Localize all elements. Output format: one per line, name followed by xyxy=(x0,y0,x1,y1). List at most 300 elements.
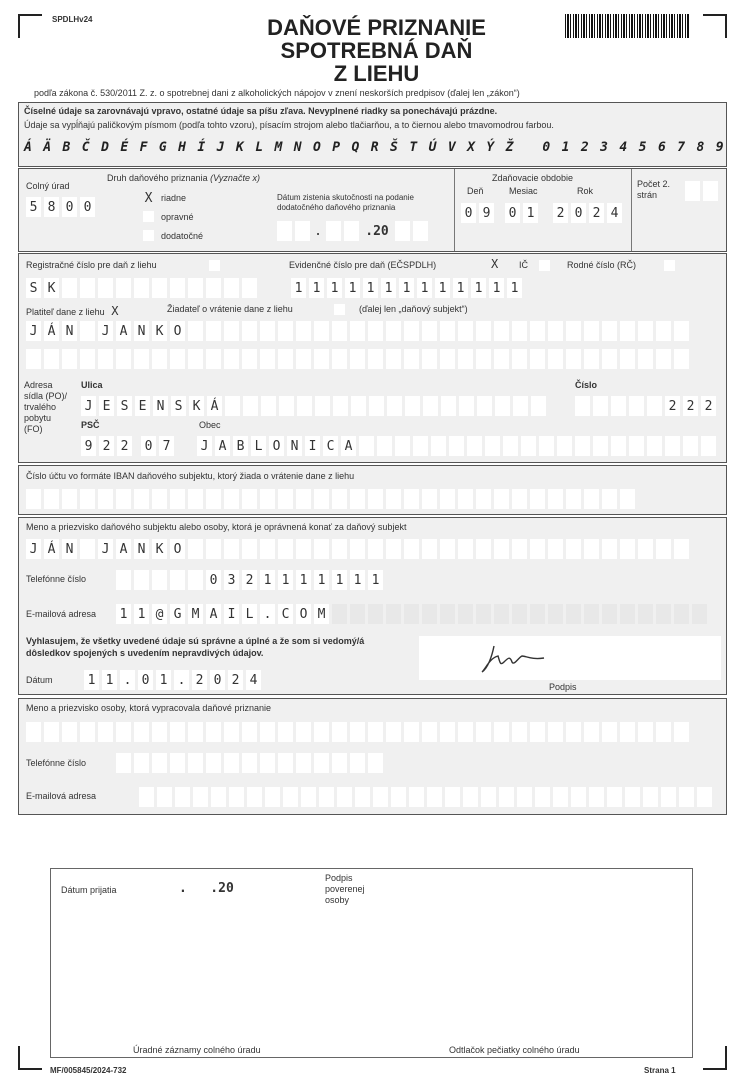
ulica-field[interactable] xyxy=(81,396,549,416)
email-cell[interactable]: . xyxy=(260,604,275,624)
iban-cell[interactable] xyxy=(134,489,149,509)
mesiac-cell[interactable]: 1 xyxy=(523,203,538,223)
opravne-checkbox[interactable] xyxy=(143,211,154,222)
meno-cell[interactable] xyxy=(206,539,221,559)
meno-cell[interactable] xyxy=(314,539,329,559)
iban-cell[interactable] xyxy=(80,489,95,509)
subject-name-row-2[interactable] xyxy=(26,349,692,369)
prep-cell[interactable] xyxy=(440,722,455,742)
rok-cell[interactable]: 2 xyxy=(553,203,568,223)
meno-cell[interactable] xyxy=(638,539,653,559)
obec-cell[interactable] xyxy=(413,436,428,456)
tel-cell[interactable]: 2 xyxy=(242,570,257,590)
prep-cell[interactable] xyxy=(206,722,221,742)
iban-cell[interactable] xyxy=(530,489,545,509)
email-field[interactable] xyxy=(116,604,710,624)
pemail-cell[interactable] xyxy=(391,787,406,807)
datum-zistenia-cell[interactable] xyxy=(344,221,359,241)
ulica-cell[interactable] xyxy=(531,396,546,416)
name2-cell[interactable] xyxy=(638,349,653,369)
iban-cell[interactable] xyxy=(386,489,401,509)
meno-cell[interactable] xyxy=(530,539,545,559)
pemail-cell[interactable] xyxy=(553,787,568,807)
prep-cell[interactable] xyxy=(458,722,473,742)
tel-cell[interactable] xyxy=(116,570,131,590)
meno-cell[interactable] xyxy=(620,539,635,559)
obec-cell[interactable] xyxy=(611,436,626,456)
meno-cell[interactable]: N xyxy=(62,539,77,559)
name2-cell[interactable] xyxy=(476,349,491,369)
psc-cell[interactable]: 2 xyxy=(117,436,132,456)
name2-cell[interactable] xyxy=(368,349,383,369)
pemail-cell[interactable] xyxy=(625,787,640,807)
meno-cell[interactable] xyxy=(656,539,671,559)
rc-checkbox[interactable] xyxy=(664,260,675,271)
name1-cell[interactable] xyxy=(458,321,473,341)
den-cell[interactable]: 9 xyxy=(479,203,494,223)
email-cell[interactable]: G xyxy=(170,604,185,624)
datum-zistenia-cell[interactable] xyxy=(277,221,292,241)
ulica-cell[interactable] xyxy=(261,396,276,416)
ulica-cell[interactable] xyxy=(405,396,420,416)
meno-cell[interactable] xyxy=(350,539,365,559)
email-cell[interactable] xyxy=(584,604,599,624)
riadne-checkbox[interactable]: X xyxy=(144,191,153,206)
name2-cell[interactable] xyxy=(458,349,473,369)
datum-cell[interactable]: 0 xyxy=(210,670,225,690)
name2-cell[interactable] xyxy=(386,349,401,369)
iban-cell[interactable] xyxy=(206,489,221,509)
name2-cell[interactable] xyxy=(224,349,239,369)
iban-cell[interactable] xyxy=(566,489,581,509)
name1-cell[interactable] xyxy=(386,321,401,341)
ptel-cell[interactable] xyxy=(152,753,167,773)
ev-cell[interactable]: 1 xyxy=(489,278,504,298)
email-cell[interactable] xyxy=(404,604,419,624)
pemail-cell[interactable] xyxy=(337,787,352,807)
ptel-cell[interactable] xyxy=(332,753,347,773)
cislo-cell[interactable]: 2 xyxy=(701,396,716,416)
iban-cell[interactable] xyxy=(26,489,41,509)
ulica-cell[interactable] xyxy=(441,396,456,416)
iban-cell[interactable] xyxy=(116,489,131,509)
ev-cell[interactable]: 1 xyxy=(381,278,396,298)
pemail-cell[interactable] xyxy=(589,787,604,807)
prep-cell[interactable] xyxy=(98,722,113,742)
pemail-cell[interactable] xyxy=(319,787,334,807)
obec-cell[interactable]: A xyxy=(215,436,230,456)
tel-cell[interactable]: 1 xyxy=(278,570,293,590)
ev-cell[interactable]: 1 xyxy=(291,278,306,298)
ulica-cell[interactable] xyxy=(243,396,258,416)
name1-cell[interactable]: O xyxy=(170,321,185,341)
name1-cell[interactable]: Á xyxy=(44,321,59,341)
obec-cell[interactable] xyxy=(647,436,662,456)
email-cell[interactable] xyxy=(422,604,437,624)
iban-cell[interactable] xyxy=(422,489,437,509)
name1-cell[interactable] xyxy=(494,321,509,341)
name2-cell[interactable] xyxy=(674,349,689,369)
email-cell[interactable] xyxy=(332,604,347,624)
name2-cell[interactable] xyxy=(26,349,41,369)
den-field[interactable] xyxy=(461,203,497,223)
prep-cell[interactable] xyxy=(188,722,203,742)
ev-cislo-checkbox[interactable]: X xyxy=(491,257,499,271)
rok-cell[interactable]: 4 xyxy=(607,203,622,223)
name2-cell[interactable] xyxy=(278,349,293,369)
name1-cell[interactable] xyxy=(584,321,599,341)
psc-field[interactable] xyxy=(81,436,177,456)
tel-cell[interactable]: 1 xyxy=(314,570,329,590)
cislo-field[interactable] xyxy=(575,396,719,416)
ptel-cell[interactable] xyxy=(368,753,383,773)
ulica-cell[interactable] xyxy=(495,396,510,416)
colny-cell[interactable]: 5 xyxy=(26,197,41,217)
cislo-cell[interactable]: 2 xyxy=(683,396,698,416)
iban-cell[interactable] xyxy=(458,489,473,509)
iban-cell[interactable] xyxy=(242,489,257,509)
ptel-cell[interactable] xyxy=(278,753,293,773)
iban-cell[interactable] xyxy=(224,489,239,509)
ulica-cell[interactable] xyxy=(225,396,240,416)
obec-cell[interactable] xyxy=(485,436,500,456)
name1-cell[interactable] xyxy=(314,321,329,341)
name2-cell[interactable] xyxy=(350,349,365,369)
name2-cell[interactable] xyxy=(314,349,329,369)
name1-cell[interactable] xyxy=(242,321,257,341)
pemail-cell[interactable] xyxy=(139,787,154,807)
ptel-cell[interactable] xyxy=(116,753,131,773)
name2-cell[interactable] xyxy=(566,349,581,369)
email-cell[interactable]: A xyxy=(206,604,221,624)
email-cell[interactable] xyxy=(566,604,581,624)
reg-cell[interactable] xyxy=(80,278,95,298)
obec-cell[interactable] xyxy=(449,436,464,456)
meno-cell[interactable]: J xyxy=(26,539,41,559)
ev-cell[interactable]: 1 xyxy=(471,278,486,298)
pemail-cell[interactable] xyxy=(247,787,262,807)
prep-cell[interactable] xyxy=(26,722,41,742)
iban-cell[interactable] xyxy=(368,489,383,509)
meno-cell[interactable] xyxy=(494,539,509,559)
pemail-cell[interactable] xyxy=(607,787,622,807)
pemail-cell[interactable] xyxy=(283,787,298,807)
tel-cell[interactable]: 1 xyxy=(260,570,275,590)
iban-cell[interactable] xyxy=(476,489,491,509)
prep-cell[interactable] xyxy=(620,722,635,742)
preparer-email-field[interactable] xyxy=(139,787,715,807)
ulica-cell[interactable] xyxy=(279,396,294,416)
name1-cell[interactable] xyxy=(206,321,221,341)
obec-cell[interactable] xyxy=(683,436,698,456)
prep-cell[interactable] xyxy=(224,722,239,742)
meno-cell[interactable] xyxy=(404,539,419,559)
prep-cell[interactable] xyxy=(638,722,653,742)
ptel-cell[interactable] xyxy=(350,753,365,773)
email-cell[interactable] xyxy=(656,604,671,624)
email-cell[interactable] xyxy=(368,604,383,624)
prep-cell[interactable] xyxy=(602,722,617,742)
meno-cell[interactable]: K xyxy=(152,539,167,559)
tel-cell[interactable] xyxy=(170,570,185,590)
cislo-cell[interactable] xyxy=(575,396,590,416)
name1-cell[interactable] xyxy=(422,321,437,341)
reg-cell[interactable] xyxy=(188,278,203,298)
email-cell[interactable]: L xyxy=(242,604,257,624)
name2-cell[interactable] xyxy=(206,349,221,369)
prep-cell[interactable] xyxy=(404,722,419,742)
name1-cell[interactable] xyxy=(566,321,581,341)
name2-cell[interactable] xyxy=(116,349,131,369)
name1-cell[interactable]: A xyxy=(116,321,131,341)
pemail-cell[interactable] xyxy=(229,787,244,807)
email-cell[interactable]: M xyxy=(314,604,329,624)
email-cell[interactable] xyxy=(386,604,401,624)
obec-cell[interactable] xyxy=(539,436,554,456)
tel-cell[interactable]: 0 xyxy=(206,570,221,590)
ulica-cell[interactable]: J xyxy=(81,396,96,416)
email-cell[interactable]: @ xyxy=(152,604,167,624)
prep-cell[interactable] xyxy=(62,722,77,742)
prep-cell[interactable] xyxy=(368,722,383,742)
ev-cell[interactable]: 1 xyxy=(435,278,450,298)
ptel-cell[interactable] xyxy=(260,753,275,773)
name2-cell[interactable] xyxy=(332,349,347,369)
name2-cell[interactable] xyxy=(530,349,545,369)
cislo-cell[interactable] xyxy=(629,396,644,416)
meno-cell[interactable]: N xyxy=(134,539,149,559)
iban-cell[interactable] xyxy=(620,489,635,509)
email-cell[interactable] xyxy=(476,604,491,624)
pemail-cell[interactable] xyxy=(463,787,478,807)
preparer-name-field[interactable] xyxy=(26,722,692,742)
datum-zistenia-cell[interactable] xyxy=(326,221,341,241)
meno-cell[interactable] xyxy=(674,539,689,559)
meno-cell[interactable]: O xyxy=(170,539,185,559)
iban-cell[interactable] xyxy=(494,489,509,509)
ptel-cell[interactable] xyxy=(296,753,311,773)
meno-cell[interactable] xyxy=(368,539,383,559)
email-cell[interactable]: 1 xyxy=(116,604,131,624)
name1-cell[interactable] xyxy=(224,321,239,341)
ulica-cell[interactable] xyxy=(423,396,438,416)
meno-cell[interactable] xyxy=(188,539,203,559)
datum-cell[interactable]: 0 xyxy=(138,670,153,690)
tel-cell[interactable] xyxy=(152,570,167,590)
obec-cell[interactable]: A xyxy=(341,436,356,456)
ptel-cell[interactable] xyxy=(188,753,203,773)
email-cell[interactable] xyxy=(494,604,509,624)
cislo-cell[interactable] xyxy=(611,396,626,416)
ulica-cell[interactable]: K xyxy=(189,396,204,416)
email-cell[interactable] xyxy=(350,604,365,624)
email-cell[interactable] xyxy=(620,604,635,624)
meno-cell[interactable] xyxy=(458,539,473,559)
platitel-checkbox[interactable]: X xyxy=(111,304,119,318)
prep-cell[interactable] xyxy=(674,722,689,742)
rok-cell[interactable]: 0 xyxy=(571,203,586,223)
pemail-cell[interactable] xyxy=(211,787,226,807)
psc-cell[interactable]: 0 xyxy=(141,436,156,456)
reg-cell[interactable]: S xyxy=(26,278,41,298)
ptel-cell[interactable] xyxy=(206,753,221,773)
psc-cell[interactable]: 2 xyxy=(99,436,114,456)
meno-cell[interactable] xyxy=(584,539,599,559)
prep-cell[interactable] xyxy=(152,722,167,742)
meno-cell[interactable]: J xyxy=(98,539,113,559)
prep-cell[interactable] xyxy=(386,722,401,742)
pemail-cell[interactable] xyxy=(499,787,514,807)
datum-cell[interactable]: . xyxy=(120,670,135,690)
pemail-cell[interactable] xyxy=(517,787,532,807)
obec-cell[interactable] xyxy=(701,436,716,456)
email-cell[interactable]: 1 xyxy=(134,604,149,624)
name1-cell[interactable]: K xyxy=(152,321,167,341)
name2-cell[interactable] xyxy=(62,349,77,369)
iban-cell[interactable] xyxy=(98,489,113,509)
meno-cell[interactable]: Á xyxy=(44,539,59,559)
tel-cell[interactable] xyxy=(134,570,149,590)
ulica-cell[interactable] xyxy=(351,396,366,416)
meno-cell[interactable] xyxy=(224,539,239,559)
prep-cell[interactable] xyxy=(566,722,581,742)
ulica-cell[interactable] xyxy=(477,396,492,416)
name2-cell[interactable] xyxy=(188,349,203,369)
prep-cell[interactable] xyxy=(656,722,671,742)
ev-cell[interactable]: 1 xyxy=(399,278,414,298)
preparer-tel-field[interactable] xyxy=(116,753,386,773)
name2-cell[interactable] xyxy=(80,349,95,369)
prep-cell[interactable] xyxy=(44,722,59,742)
obec-cell[interactable] xyxy=(431,436,446,456)
email-cell[interactable]: C xyxy=(278,604,293,624)
tel-cell[interactable]: 1 xyxy=(368,570,383,590)
name1-cell[interactable] xyxy=(440,321,455,341)
iban-cell[interactable] xyxy=(314,489,329,509)
name2-cell[interactable] xyxy=(296,349,311,369)
meno-cell[interactable] xyxy=(296,539,311,559)
reg-cell[interactable] xyxy=(116,278,131,298)
meno-cell[interactable] xyxy=(332,539,347,559)
ulica-cell[interactable]: E xyxy=(99,396,114,416)
iban-cell[interactable] xyxy=(188,489,203,509)
meno-cell[interactable] xyxy=(80,539,95,559)
name2-cell[interactable] xyxy=(404,349,419,369)
name2-cell[interactable] xyxy=(620,349,635,369)
prep-cell[interactable] xyxy=(332,722,347,742)
prep-cell[interactable] xyxy=(314,722,329,742)
colny-urad-field[interactable] xyxy=(26,197,98,217)
name1-cell[interactable] xyxy=(530,321,545,341)
prep-cell[interactable] xyxy=(278,722,293,742)
ulica-cell[interactable] xyxy=(369,396,384,416)
name2-cell[interactable] xyxy=(134,349,149,369)
meno-cell[interactable] xyxy=(548,539,563,559)
ev-cell[interactable]: 1 xyxy=(453,278,468,298)
ic-checkbox[interactable] xyxy=(539,260,550,271)
name1-cell[interactable] xyxy=(296,321,311,341)
name1-cell[interactable] xyxy=(368,321,383,341)
obec-cell[interactable] xyxy=(665,436,680,456)
prep-cell[interactable] xyxy=(134,722,149,742)
name2-cell[interactable] xyxy=(548,349,563,369)
meno-cell[interactable] xyxy=(440,539,455,559)
name1-cell[interactable]: N xyxy=(134,321,149,341)
name2-cell[interactable] xyxy=(260,349,275,369)
pemail-cell[interactable] xyxy=(409,787,424,807)
name2-cell[interactable] xyxy=(602,349,617,369)
obec-cell[interactable] xyxy=(593,436,608,456)
ev-cell[interactable]: 1 xyxy=(417,278,432,298)
name2-cell[interactable] xyxy=(170,349,185,369)
iban-cell[interactable] xyxy=(512,489,527,509)
psc-cell[interactable]: 9 xyxy=(81,436,96,456)
email-cell[interactable] xyxy=(692,604,707,624)
datum-zistenia-field[interactable] xyxy=(277,221,431,241)
iban-cell[interactable] xyxy=(584,489,599,509)
datum-cell[interactable]: . xyxy=(174,670,189,690)
prep-cell[interactable] xyxy=(530,722,545,742)
iban-cell[interactable] xyxy=(404,489,419,509)
name1-cell[interactable] xyxy=(620,321,635,341)
name2-cell[interactable] xyxy=(152,349,167,369)
mesiac-cell[interactable]: 0 xyxy=(505,203,520,223)
email-cell[interactable] xyxy=(512,604,527,624)
obec-cell[interactable] xyxy=(503,436,518,456)
colny-cell[interactable]: 0 xyxy=(62,197,77,217)
iban-cell[interactable] xyxy=(332,489,347,509)
ev-cislo-field[interactable] xyxy=(291,278,525,298)
reg-cell[interactable] xyxy=(98,278,113,298)
meno-field[interactable] xyxy=(26,539,692,559)
rok-cell[interactable]: 2 xyxy=(589,203,604,223)
ptel-cell[interactable] xyxy=(314,753,329,773)
iban-cell[interactable] xyxy=(62,489,77,509)
tel-cell[interactable]: 1 xyxy=(296,570,311,590)
ptel-cell[interactable] xyxy=(242,753,257,773)
pemail-cell[interactable] xyxy=(265,787,280,807)
ev-cell[interactable]: 1 xyxy=(327,278,342,298)
rok-field[interactable] xyxy=(553,203,625,223)
ulica-cell[interactable] xyxy=(315,396,330,416)
prep-cell[interactable] xyxy=(80,722,95,742)
name1-cell[interactable]: J xyxy=(26,321,41,341)
name2-cell[interactable] xyxy=(422,349,437,369)
name2-cell[interactable] xyxy=(512,349,527,369)
cislo-cell[interactable] xyxy=(593,396,608,416)
pemail-cell[interactable] xyxy=(355,787,370,807)
tel-field[interactable] xyxy=(116,570,386,590)
name1-cell[interactable] xyxy=(656,321,671,341)
signature-box[interactable] xyxy=(419,636,721,680)
email-cell[interactable] xyxy=(674,604,689,624)
dodatocne-checkbox[interactable] xyxy=(143,230,154,241)
datum-zistenia-cell[interactable] xyxy=(395,221,410,241)
datum-cell[interactable]: 1 xyxy=(156,670,171,690)
colny-cell[interactable]: 8 xyxy=(44,197,59,217)
pemail-cell[interactable] xyxy=(697,787,712,807)
ulica-cell[interactable] xyxy=(459,396,474,416)
datum-cell[interactable]: 2 xyxy=(228,670,243,690)
iban-cell[interactable] xyxy=(548,489,563,509)
name2-cell[interactable] xyxy=(98,349,113,369)
email-cell[interactable] xyxy=(440,604,455,624)
obec-cell[interactable] xyxy=(395,436,410,456)
obec-field[interactable] xyxy=(197,436,719,456)
prep-cell[interactable] xyxy=(170,722,185,742)
ulica-cell[interactable] xyxy=(513,396,528,416)
iban-cell[interactable] xyxy=(44,489,59,509)
